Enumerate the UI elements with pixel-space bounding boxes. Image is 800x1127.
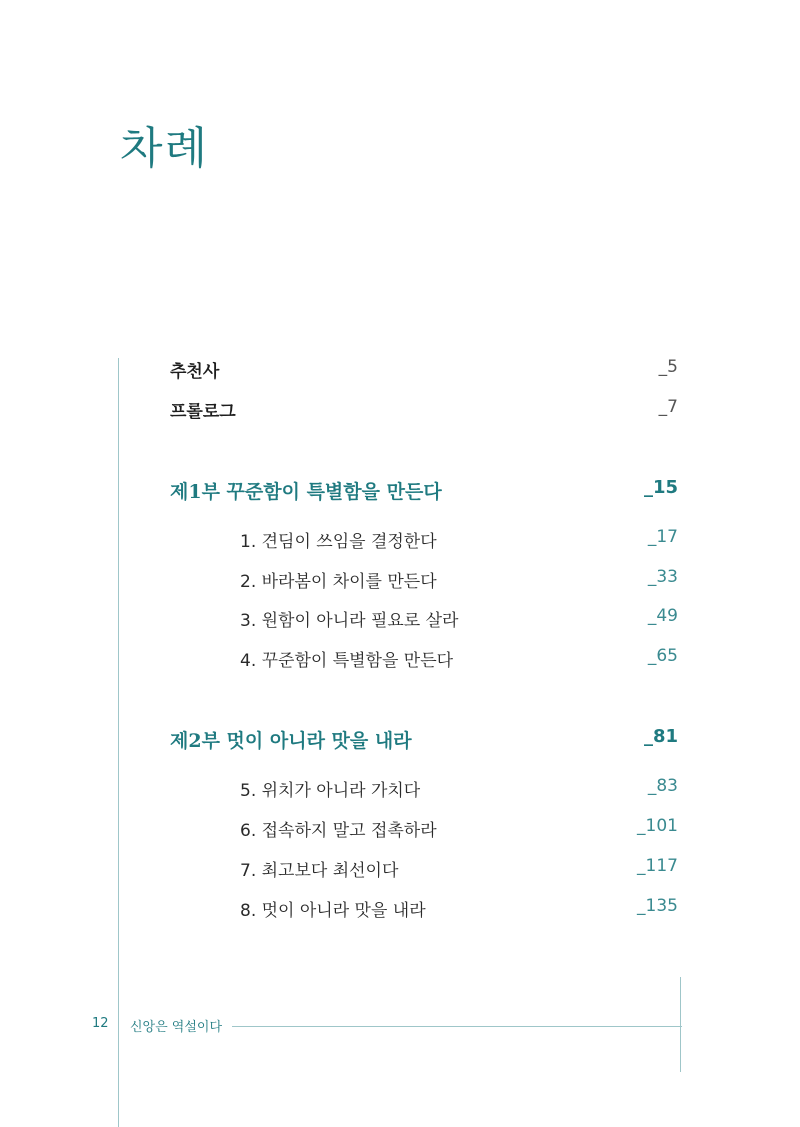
toc-entry-page: _7: [658, 397, 678, 417]
toc-chapter-page: _33: [647, 567, 678, 587]
toc-chapter-page: _17: [647, 527, 678, 547]
toc-entry-recommendation[interactable]: [0, 357, 800, 383]
toc-chapter-7[interactable]: [0, 856, 800, 882]
toc-entry-page: _5: [658, 357, 678, 377]
toc-chapter-4[interactable]: [0, 646, 800, 672]
toc-chapter-5[interactable]: [0, 776, 800, 802]
toc-chapter-page: _135: [637, 896, 678, 916]
toc-entry-prologue[interactable]: [0, 397, 800, 423]
footer-rule: [232, 1026, 682, 1027]
toc-chapter-label: 7. 최고보다 최선이다: [240, 861, 399, 881]
toc-chapter-label: 1. 견딤이 쓰임을 결정한다: [240, 532, 437, 552]
right-rule: [680, 977, 681, 1072]
toc-chapter-label: 5. 위치가 아니라 가치다: [240, 781, 421, 801]
toc-chapter-label: 6. 접속하지 말고 접촉하라: [240, 821, 437, 841]
toc-chapter-label: 3. 원함이 아니라 필요로 살라: [240, 611, 459, 631]
toc-chapter-6[interactable]: [0, 816, 800, 842]
toc-entry-label: 프롤로그: [170, 402, 236, 422]
toc-part-1[interactable]: [0, 477, 800, 503]
toc-chapter-2[interactable]: [0, 567, 800, 593]
toc-chapter-page: _101: [637, 816, 678, 836]
toc-chapter-page: _83: [647, 776, 678, 796]
toc-chapter-label: 4. 꾸준함이 특별함을 만든다: [240, 651, 454, 671]
toc-part-label: 제2부 멋이 아니라 맛을 내라: [170, 730, 412, 752]
toc-part-label: 제1부 꾸준함이 특별함을 만든다: [170, 481, 442, 503]
toc-entry-label: 추천사: [170, 362, 220, 382]
page-title: 차례: [120, 123, 210, 174]
toc-chapter-3[interactable]: [0, 606, 800, 632]
toc-part-page: _81: [643, 726, 678, 747]
toc-chapter-page: _65: [647, 646, 678, 666]
footer-book-title: 신앙은 역설이다: [130, 1020, 223, 1035]
toc-chapter-1[interactable]: [0, 527, 800, 553]
toc-part-2[interactable]: [0, 726, 800, 752]
toc-chapter-label: 2. 바라봄이 차이를 만든다: [240, 572, 437, 592]
toc-chapter-label: 8. 멋이 아니라 맛을 내라: [240, 901, 426, 921]
toc-part-page: _15: [643, 477, 678, 498]
toc-chapter-page: _117: [637, 856, 678, 876]
toc-chapter-page: _49: [647, 606, 678, 626]
toc-chapter-8[interactable]: [0, 896, 800, 922]
footer-page-number: 12: [92, 1016, 109, 1031]
